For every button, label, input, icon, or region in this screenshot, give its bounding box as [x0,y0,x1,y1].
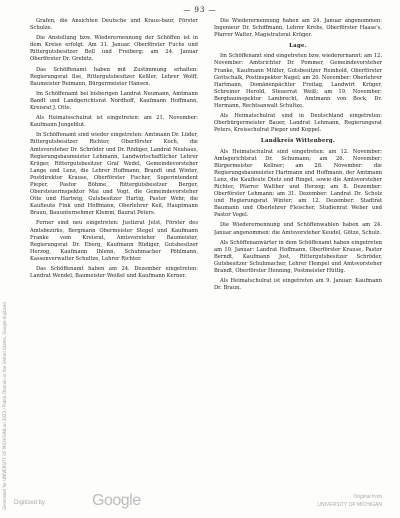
paragraph: Als Schöffenanwärter in dem Schöffenamt haben eingetreten am 10. Januar: Landrat Hoffmann, Oberförster Krause, Pastor Berndt, Kaufmann Jost, Rittergutsbesitzer Schröder, Gutsbesitzer Schuhmacher, Lehrer Hempel und Amtsvorsteher Brandt, Oberförster Henning, Postmeister Hüttig. [214,239,382,274]
original-from-label: Original from [353,494,382,500]
paragraph: Die Wiederernennung und Schöffenwahlen haben am 24. Januar angenommen: die Amtsvorsteher Keudel, Götze, Schulz. [214,222,382,236]
paragraph: Ferner sind neu eingetreten: Justizrat Jelst, Förster des Amtsbezirks, Bergmann Obermeister Stegel und Kaufmann Franke vom Kreisrat, Amtsvorsteher Baumeister, Regierungsrat Dr. Eberg, Kaufmann Rüdiger, Gutsbesitzer Herzog, Kaufmann Ihlenn, Schuhmacher Pöhlmann, Kassenverwalter Schultze, Lehrer Richter. [30,220,198,262]
institution-label: UNIVERSITY OF MICHIGAN [317,502,382,508]
section-heading: Landkreis Wittenberg. [260,138,336,145]
digitized-by-label: Digitized by [14,500,46,506]
right-column [214,18,382,458]
paragraph: Als Heimatschulrat sind eingetreten: am 12. November: Amtsgerichtsrat Dr. Schumann; am 26. November: Bürgermeister Kellner; am 28. November: die Regierungsbaumeister Hartmann und Hoffmann, der Amtmann Lenz, die Kaufleute Dietz und Ringel, sowie die Amtsvorsteher Richter, Pfarrer Walther und Herzog; am 8. Dezember: Oberförster Lehmann; am 31. Dezember: Landrat Dr. Scholz und Regierungsrat Winter; am 12. Dezember: Stadtrat Baumann und Oberlehrer Fleischer, Studienrat Weber und Pastor Vogel. [214,148,382,219]
paragraph: Das Schöffenamt haben mit Zustimmung erhalten: Regierungsrat Ilse, Rittergutsbesitzer Keßler, Lehrer Wolff, Baumeister Reimann, Bürgermeister Hansen. [30,66,198,87]
paragraph: Im Schöffenamt bei bisherigen Landrat Neumann, Amtmann Bandt und Landgerichtsrat Nordhoff, Kaufmann Hoffmann, Kreisrat J. Otte. [30,90,198,112]
digitization-footer [0,484,400,514]
side-watermark: Generated for UNIVERSITY OF MICHIGAN on 2023 / Public Domain in the United States, Google-digitized [2,302,7,510]
google-logo: Google [92,492,141,509]
paragraph: Als Heimatsschulrat ist eingetreten: am 21. November: Kaufmann Jungeblut. [30,115,198,129]
left-column [30,18,198,478]
section-heading: Lage. [289,43,307,50]
paragraph: Grafen, die Ansichten Deutsche und Kraus-baur, Förster Schulze. [30,18,198,32]
paragraph: Das Schöffenamt haben am 24. Dezember eingetreten: Landrat Wendel, Baumeister Weißel und Kaufmann Kerner. [30,266,198,280]
paragraph: In Schöffenamt sind wieder eingetreten: Amtmann Dr. Lüder, Rittergutsbesitzer Richter, Oberförster Koch, die Amtsvorsteher Dr. Schröder und Dr. Rödiger, Landrat Neuhaus, Regierungsbaumeister Lehmann, Landwirtschaftlicher Lehrer Krüger, Rittergutsbesitzer Graf Wedel, Gemeindevorsteher Lange und Lenz, die Lehrer Hoffmann, Brandt und Winter, Postdirektor Krause, Oberförster Fischer, Superintendent Pieper, Pastor Böhme, Rittergutsbesitzer Berger, Obersteuerinspektor Mai und Vogt, die Gemeindevorsteher Otte und Hartwig, Gutsbesitzer Hartig, Pastor Wehr, die Kaufleute Fink und Hoffmann, Oberlehrer Keil, Hauptmann Braun, Bauunternehmer Klemm, Baurat Peters. [30,132,198,217]
paragraph: Als Heimatschulrat ist eingetreten am 9. Januar: Kaufmann Dr. Braun. [214,278,382,292]
paragraph: Im Schöffenamt sind eingetreten bzw. wiederernannt: am 12. November: Amtsrichter Dr. Pommer, Gemeindevorsteher Franke, Kaufmann Müller, Gutsbesitzer Reinhold, Oberförster Gottschalk, Postinspektor Nagel; am 20. November: Oberlehrer Hartmann, Domänenpächter Freitag, Landwirt Krüger, Schreiner Herold, Steuerrat Weiß; am 19. November: Bergbauinspektor Lambrecht, Amtmann von Bock, Dr. Hermann, Rechtsanwalt Schultze. [214,53,382,110]
paragraph: Die Anstellung bzw. Wiederernennung der Schöffen ist in dem Kreise erfolgt. Am 31. Januar. Oberförster Fuchs und Rittergutsbesitzer Boll und Freiberg; am 24. Januar Oberförster Dr. Grebitz. [30,35,198,63]
page-number: — 93 — [183,6,217,14]
paragraph: Die Wiederernennung haben am 24. Januar angenommen: Ingenieur Dr. Schiffmann, Lehrer Krebs, Oberförster Haase's, Pfarrer Walter, Magistratsrat Krüger. [214,18,382,39]
paragraph: Als Heimatschulrat sind in Deutschland eingetreten: Oberbürgermeister Bauer, Landrat Lehmann, Regierungsrat Peters, Kreisschulrat Pieper und Koppel. [214,113,382,134]
